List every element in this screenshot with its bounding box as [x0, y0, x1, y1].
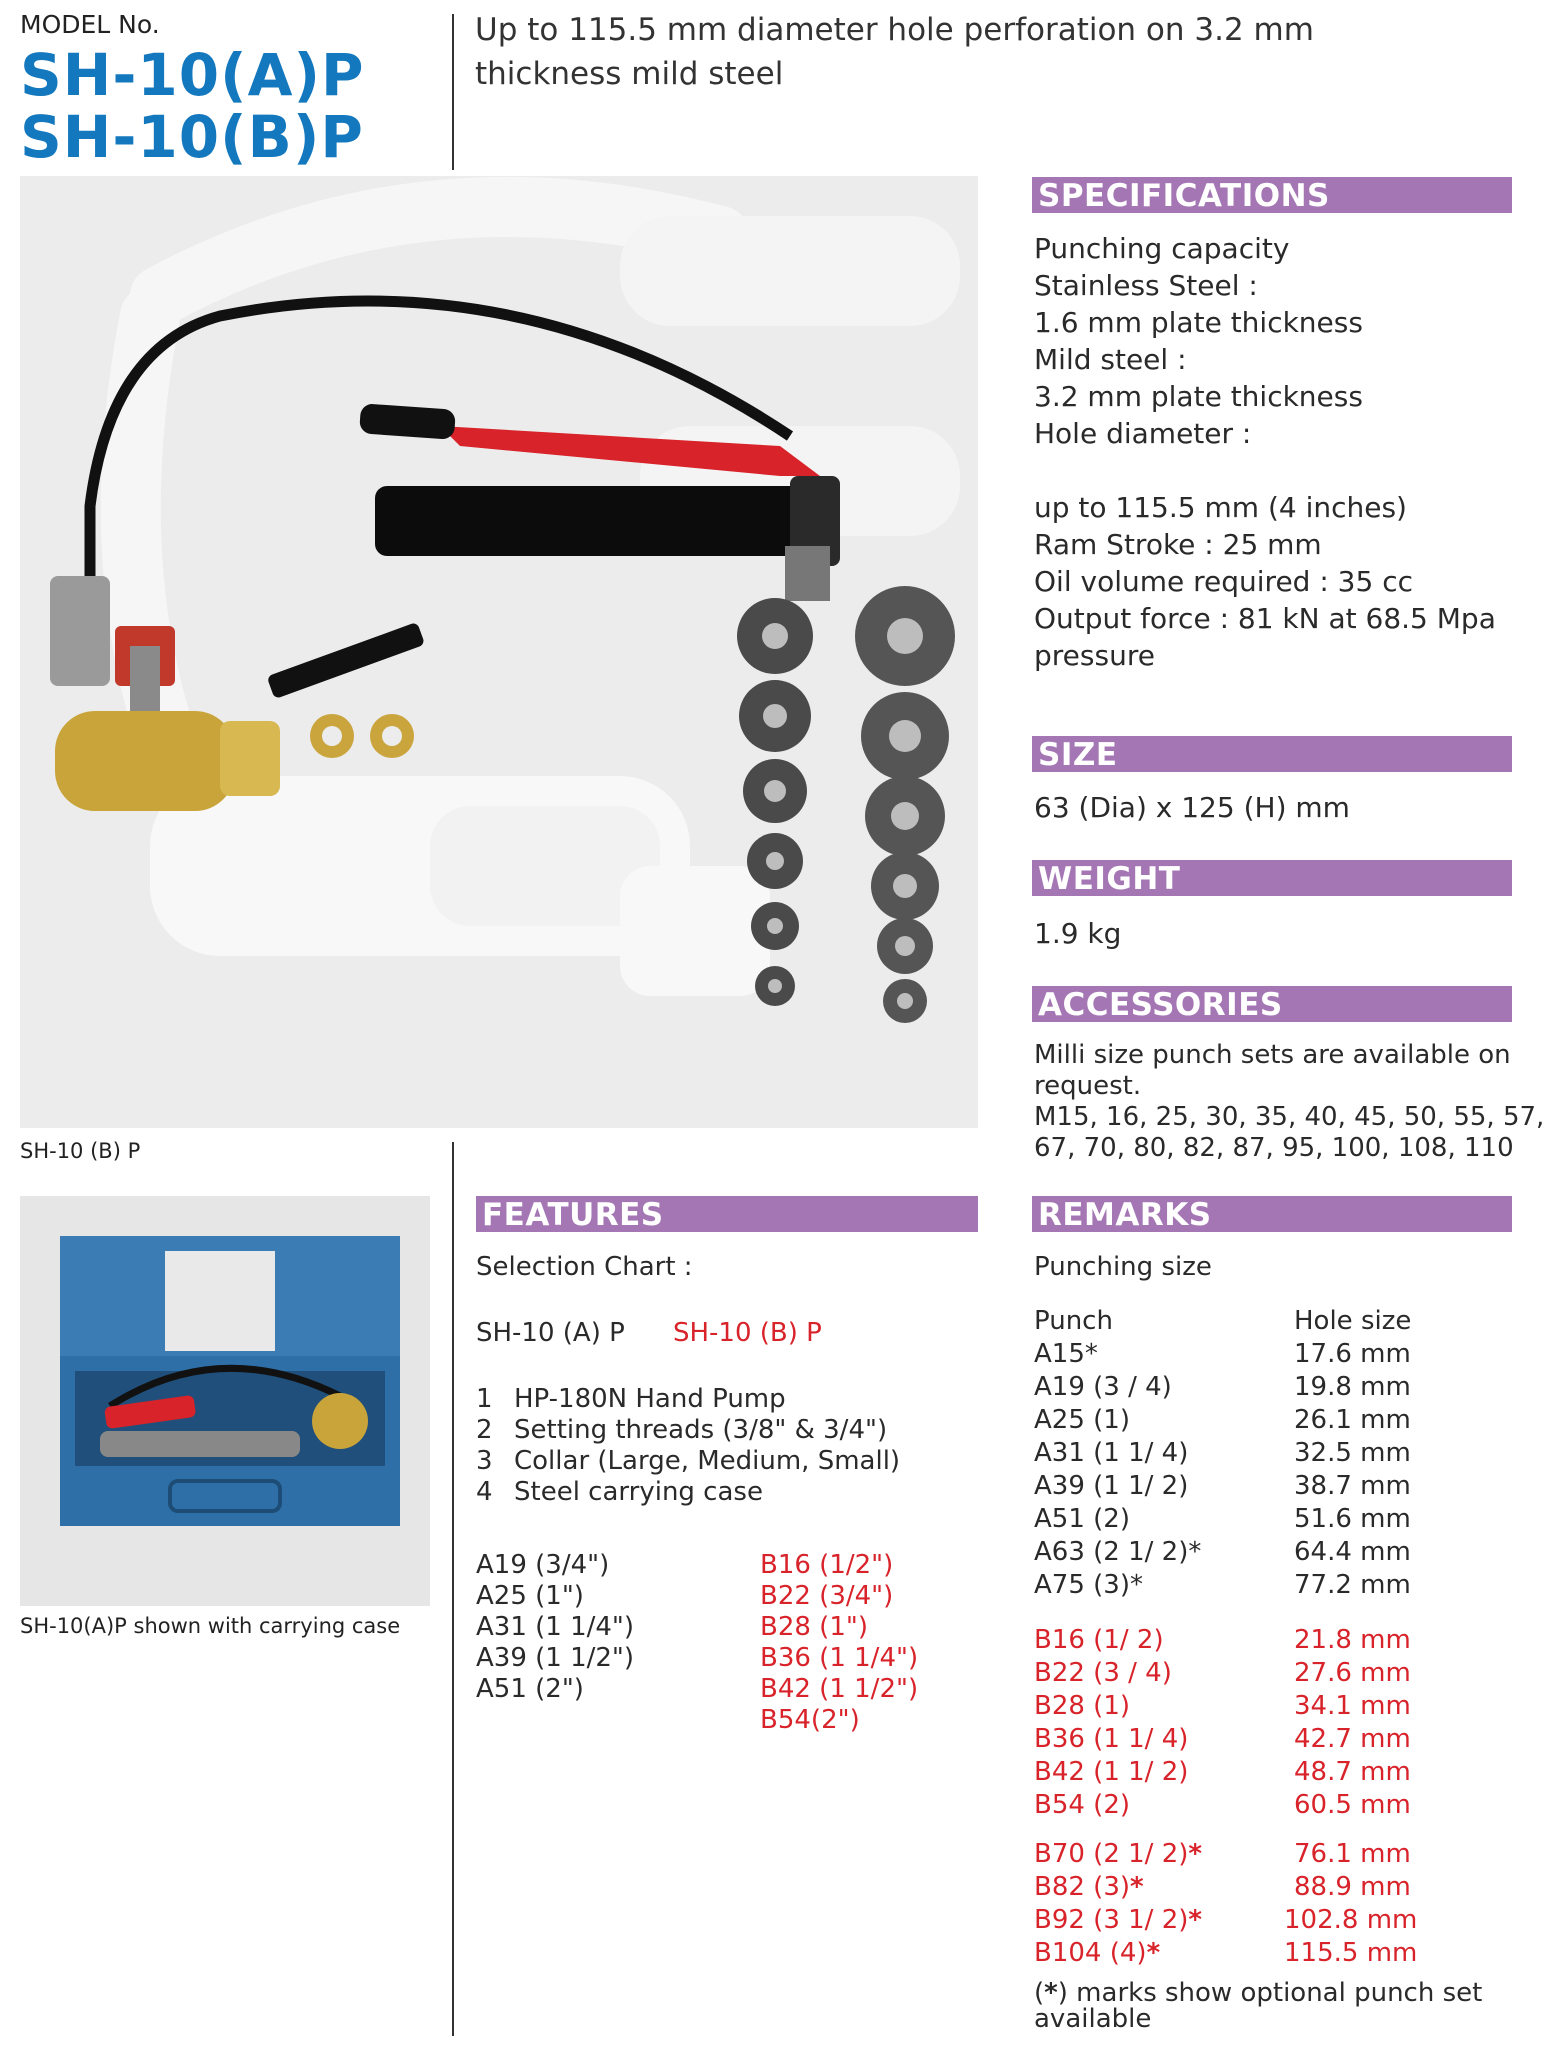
remarks-b-punch: B42 (1 1/ 2) — [1034, 1757, 1189, 1787]
spec-line: Stainless Steel : — [1034, 269, 1258, 302]
remarks-b-opt-hole: 88.9 mm — [1294, 1872, 1411, 1902]
remarks-b-opt-hole: 102.8 mm — [1284, 1905, 1418, 1935]
product-photo — [20, 176, 978, 1128]
punch-kit-illustration — [20, 176, 978, 1128]
b-punch-item: B54(2") — [760, 1705, 860, 1735]
accessories-line: request. — [1034, 1071, 1142, 1101]
remarks-a-hole: 77.2 mm — [1294, 1570, 1411, 1600]
accessories-line: 67, 70, 80, 82, 87, 95, 100, 108, 110 — [1034, 1133, 1514, 1163]
remarks-a-punch: A15* — [1034, 1339, 1098, 1369]
b-punch-item: B16 (1/2") — [760, 1550, 894, 1580]
spec-line: 1.6 mm plate thickness — [1034, 306, 1363, 339]
spec-line: Oil volume required : 35 cc — [1034, 565, 1413, 598]
remarks-a-punch: A19 (3 / 4) — [1034, 1372, 1172, 1402]
spec-line: Hole diameter : — [1034, 417, 1252, 450]
spec-line — [1034, 452, 1496, 489]
spec-line: 3.2 mm plate thickness — [1034, 380, 1363, 413]
carrying-case-photo — [20, 1196, 430, 1606]
selection-col-a: SH-10 (A) P — [476, 1318, 625, 1348]
a-punch-item: A19 (3/4") — [476, 1550, 610, 1580]
remarks-a-hole: 32.5 mm — [1294, 1438, 1411, 1468]
model-name-a: SH-10(A)P — [20, 41, 365, 109]
main-photo-caption: SH-10 (B) P — [20, 1139, 141, 1163]
selection-chart-label: Selection Chart : — [476, 1252, 693, 1282]
a-punch-item: A51 (2") — [476, 1674, 584, 1704]
remarks-b-punch: B28 (1) — [1034, 1691, 1131, 1721]
weight-value: 1.9 kg — [1034, 917, 1122, 950]
remarks-a-punch: A63 (2 1/ 2)* — [1034, 1537, 1202, 1567]
b-punch-item: B28 (1") — [760, 1612, 868, 1642]
spec-line: Output force : 81 kN at 68.5 Mpa — [1034, 602, 1496, 635]
remarks-b-punch: B16 (1/ 2) — [1034, 1625, 1164, 1655]
remarks-b-opt-punch: B70 (2 1/ 2)* — [1034, 1839, 1202, 1869]
remarks-a-punch: A39 (1 1/ 2) — [1034, 1471, 1189, 1501]
b-punch-item: B42 (1 1/2") — [760, 1674, 919, 1704]
feature-item: 4 Steel carrying case — [476, 1477, 763, 1507]
punching-size-label: Punching size — [1034, 1252, 1212, 1282]
spec-line: up to 115.5 mm (4 inches) — [1034, 491, 1407, 524]
remarks-b-hole: 60.5 mm — [1294, 1790, 1411, 1820]
remarks-b-opt-hole: 76.1 mm — [1294, 1839, 1411, 1869]
size-value: 63 (Dia) x 125 (H) mm — [1034, 791, 1350, 824]
specifications-body — [1034, 230, 1496, 674]
remarks-b-opt-punch: B104 (4)* — [1034, 1938, 1161, 1968]
remarks-a-hole: 64.4 mm — [1294, 1537, 1411, 1567]
remarks-b-hole: 42.7 mm — [1294, 1724, 1411, 1754]
spec-line: Ram Stroke : 25 mm — [1034, 528, 1322, 561]
remarks-b-punch: B36 (1 1/ 4) — [1034, 1724, 1189, 1754]
feature-item: 1 HP-180N Hand Pump — [476, 1384, 786, 1414]
b-punch-list — [760, 1550, 918, 1736]
remarks-a-hole: 26.1 mm — [1294, 1405, 1411, 1435]
remarks-b-hole: 48.7 mm — [1294, 1757, 1411, 1787]
remarks-col-punch: Punch — [1034, 1306, 1113, 1336]
remarks-b-punch: B54 (2) — [1034, 1790, 1131, 1820]
a-punch-item: A25 (1") — [476, 1581, 584, 1611]
remarks-b-opt-punch: B92 (3 1/ 2)* — [1034, 1905, 1202, 1935]
remarks-footnote: (*) marks show optional punch set available — [1034, 1978, 1483, 2034]
accessories-line: M15, 16, 25, 30, 35, 40, 45, 50, 55, 57, — [1034, 1102, 1545, 1132]
case-photo-caption: SH-10(A)P shown with carrying case — [20, 1614, 401, 1638]
remarks-b-opt-hole: 115.5 mm — [1284, 1938, 1418, 1968]
spec-line: pressure — [1034, 639, 1155, 672]
remarks-b-hole: 27.6 mm — [1294, 1658, 1411, 1688]
remarks-a-punch: A51 (2) — [1034, 1504, 1130, 1534]
remarks-a-hole: 51.6 mm — [1294, 1504, 1411, 1534]
selection-col-b: SH-10 (B) P — [673, 1318, 822, 1348]
a-punch-item: A39 (1 1/2") — [476, 1643, 635, 1673]
remarks-a-punch: A31 (1 1/ 4) — [1034, 1438, 1189, 1468]
remarks-a-hole: 17.6 mm — [1294, 1339, 1411, 1369]
feature-item: 3 Collar (Large, Medium, Small) — [476, 1446, 901, 1476]
model-label: MODEL No. — [20, 10, 160, 39]
b-punch-item: B22 (3/4") — [760, 1581, 894, 1611]
remarks-b-punch: B22 (3 / 4) — [1034, 1658, 1172, 1688]
spec-line: Mild steel : — [1034, 343, 1187, 376]
feature-item: 2 Setting threads (3/8" & 3/4") — [476, 1415, 888, 1445]
features-header: FEATURES — [476, 1196, 978, 1232]
remarks-b-hole: 21.8 mm — [1294, 1625, 1411, 1655]
header-divider — [452, 14, 454, 170]
weight-header: WEIGHT — [1032, 860, 1512, 896]
accessories-header: ACCESSORIES — [1032, 986, 1512, 1022]
remarks-b-opt-punch: B82 (3)* — [1034, 1872, 1144, 1902]
remarks-b-hole: 34.1 mm — [1294, 1691, 1411, 1721]
remarks-a-hole: 19.8 mm — [1294, 1372, 1411, 1402]
size-header: SIZE — [1032, 736, 1512, 772]
spec-line: Punching capacity — [1034, 232, 1290, 265]
remarks-a-hole: 38.7 mm — [1294, 1471, 1411, 1501]
remarks-header: REMARKS — [1032, 1196, 1512, 1232]
specifications-header: SPECIFICATIONS — [1032, 177, 1512, 213]
a-punch-list — [476, 1550, 634, 1705]
b-punch-item: B36 (1 1/4") — [760, 1643, 919, 1673]
carrying-case-illustration — [20, 1196, 430, 1606]
model-name-b: SH-10(B)P — [20, 103, 364, 171]
remarks-a-punch: A75 (3)* — [1034, 1570, 1143, 1600]
lower-divider — [452, 1142, 454, 2036]
accessories-body — [1034, 1040, 1544, 1164]
accessories-line: Milli size punch sets are available on — [1034, 1040, 1511, 1070]
remarks-a-punch: A25 (1) — [1034, 1405, 1130, 1435]
headline: Up to 115.5 mm diameter hole perforation on 3.2 mm thickness mild steel — [475, 12, 1314, 92]
remarks-col-hole: Hole size — [1294, 1306, 1412, 1336]
a-punch-item: A31 (1 1/4") — [476, 1612, 635, 1642]
features-list — [476, 1384, 900, 1508]
